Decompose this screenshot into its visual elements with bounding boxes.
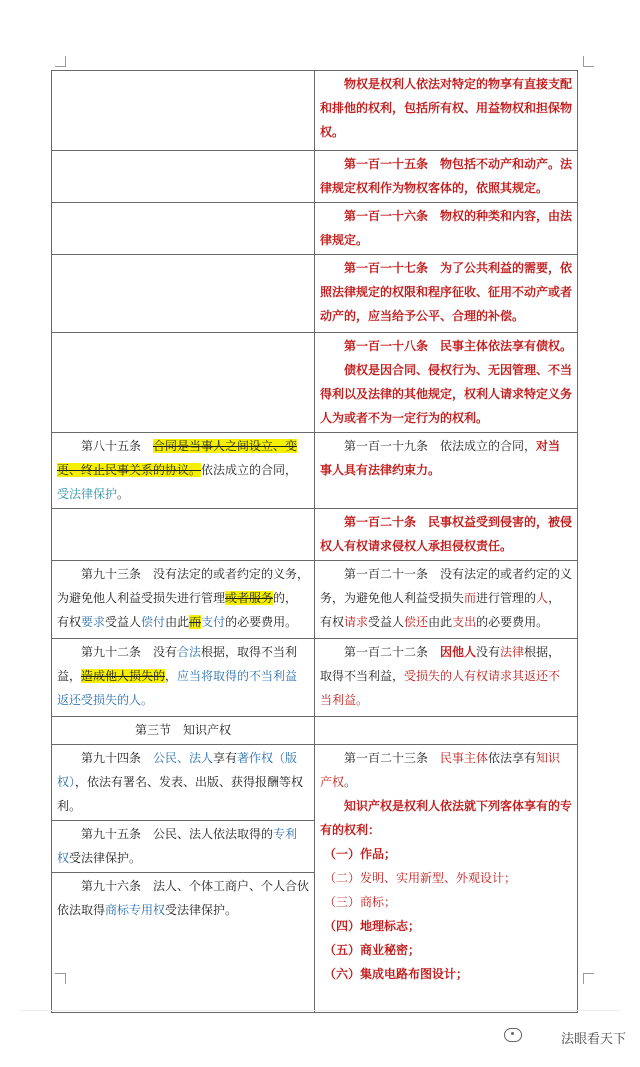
right-cell bbox=[315, 151, 578, 203]
left-cell bbox=[52, 639, 315, 717]
article-text: 债权是因合同、侵权行为、无因管理、不当得利以及法律的其他规定，权利人请求特定义务人为或者不为一定行为的权利。 bbox=[320, 363, 573, 425]
left-cell bbox=[52, 561, 315, 639]
right-cell bbox=[315, 203, 578, 255]
left-cell bbox=[52, 745, 315, 821]
article-text: 第一百一十五条 物包括不动产和动产。法律规定权利作为物权客体的，依照其规定。 bbox=[320, 157, 573, 195]
article-122: 第一百二十二条 因他人没有法律根据，取得不当利益，受损失的人有权请求其返还不当利益。 bbox=[320, 645, 561, 707]
list-item: （四）地理标志； bbox=[324, 919, 421, 933]
highlighted-deleted-text: 合同是当事人之间设立、变更、终止民事关系的协议。 bbox=[57, 439, 298, 477]
wechat-icon bbox=[504, 1028, 522, 1042]
right-cell bbox=[315, 255, 578, 333]
right-cell bbox=[315, 745, 578, 1013]
left-cell bbox=[52, 433, 315, 509]
list-item: （五）商业秘密； bbox=[324, 943, 421, 957]
account-name[interactable]: 法眼看天下 bbox=[560, 1032, 626, 1047]
article-85: 第八十五条 合同是当事人之间设立、变更、终止民事关系的协议。依法成立的合同，受法律保护。 bbox=[57, 439, 298, 501]
table-row bbox=[52, 255, 578, 333]
table-row bbox=[52, 639, 578, 717]
article-123: 第一百二十三条 民事主体依法享有知识产权。 bbox=[320, 751, 561, 789]
left-cell-empty bbox=[52, 71, 315, 151]
comparison-table bbox=[51, 70, 578, 1013]
article-text: 第一百一十六条 物权的种类和内容，由法律规定。 bbox=[320, 209, 573, 247]
table-row bbox=[52, 717, 578, 745]
left-cell-empty bbox=[52, 333, 315, 433]
left-cell bbox=[52, 821, 315, 873]
divider bbox=[20, 1010, 620, 1011]
right-cell bbox=[315, 71, 578, 151]
crop-mark-bottom-right bbox=[583, 973, 594, 984]
article-text: 物权是权利人依法对特定的物享有直接支配和排他的权利，包括所有权、用益物权和担保物权。 bbox=[320, 77, 573, 139]
footer bbox=[0, 1020, 640, 1067]
table-row bbox=[52, 433, 578, 509]
article-text: 第一百一十七条 为了公共利益的需要，依照法律规定的权限和程序征收、征用不动产或者动产的，应当给予公平、合理的补偿。 bbox=[320, 261, 573, 323]
right-cell bbox=[315, 333, 578, 433]
list-item: （三）商标； bbox=[324, 895, 397, 909]
right-cell bbox=[315, 433, 578, 509]
left-cell bbox=[52, 873, 315, 1013]
table-row bbox=[52, 203, 578, 255]
article-94: 第九十四条 公民、法人享有著作权（版权），依法有署名、发表、出版、获得报酬等权利。 bbox=[57, 751, 304, 813]
article-93: 第九十三条 没有法定的或者约定的义务，为避免他人利益受损失进行管理或者服务的，有权要求受益人偿付由此而支付的必要费用。 bbox=[57, 567, 310, 629]
left-cell-empty bbox=[52, 509, 315, 561]
article-95: 第九十五条 公民、法人依法取得的专利权受法律保护。 bbox=[57, 827, 298, 865]
section-heading: 第三节 知识产权 bbox=[52, 717, 315, 745]
ip-list bbox=[320, 842, 572, 986]
right-cell bbox=[315, 509, 578, 561]
article-96: 第九十六条 法人、个体工商户、个人合伙依法取得商标专用权受法律保护。 bbox=[57, 879, 310, 917]
left-cell-empty bbox=[52, 203, 315, 255]
right-cell bbox=[315, 561, 578, 639]
crop-mark-bottom-left bbox=[55, 973, 66, 984]
table-row bbox=[52, 509, 578, 561]
right-cell-empty bbox=[315, 717, 578, 745]
table-row bbox=[52, 333, 578, 433]
article-text: 第一百一十八条 民事主体依法享有债权。 bbox=[344, 339, 573, 353]
list-item: （一）作品； bbox=[324, 847, 397, 861]
crop-mark-top-right bbox=[583, 56, 594, 67]
article-119: 第一百一十九条 依法成立的合同，对当事人具有法律约束力。 bbox=[320, 439, 561, 477]
crop-mark-top-left bbox=[55, 56, 66, 67]
article-120: 第一百二十条 民事权益受到侵害的，被侵权人有权请求侵权人承担侵权责任。 bbox=[320, 515, 573, 553]
article-121: 第一百二十一条 没有法定的或者约定的义务，为避免他人利益受损失而进行管理的人，有权请求受益人偿还由此支出的必要费用。 bbox=[320, 567, 573, 629]
right-cell bbox=[315, 639, 578, 717]
list-item: （二）发明、实用新型、外观设计； bbox=[324, 871, 517, 885]
list-item: （六）集成电路布图设计； bbox=[324, 967, 469, 981]
ip-intro: 知识产权是权利人依法就下列客体享有的专有的权利： bbox=[320, 799, 573, 837]
table-row bbox=[52, 561, 578, 639]
left-cell-empty bbox=[52, 255, 315, 333]
table-row bbox=[52, 745, 578, 821]
article-92: 第九十二条 没有合法根据，取得不当利益，造成他人损失的，应当将取得的不当利益返还受损失的人。 bbox=[57, 645, 298, 707]
table-row bbox=[52, 151, 578, 203]
table-row bbox=[52, 71, 578, 151]
left-cell-empty bbox=[52, 151, 315, 203]
